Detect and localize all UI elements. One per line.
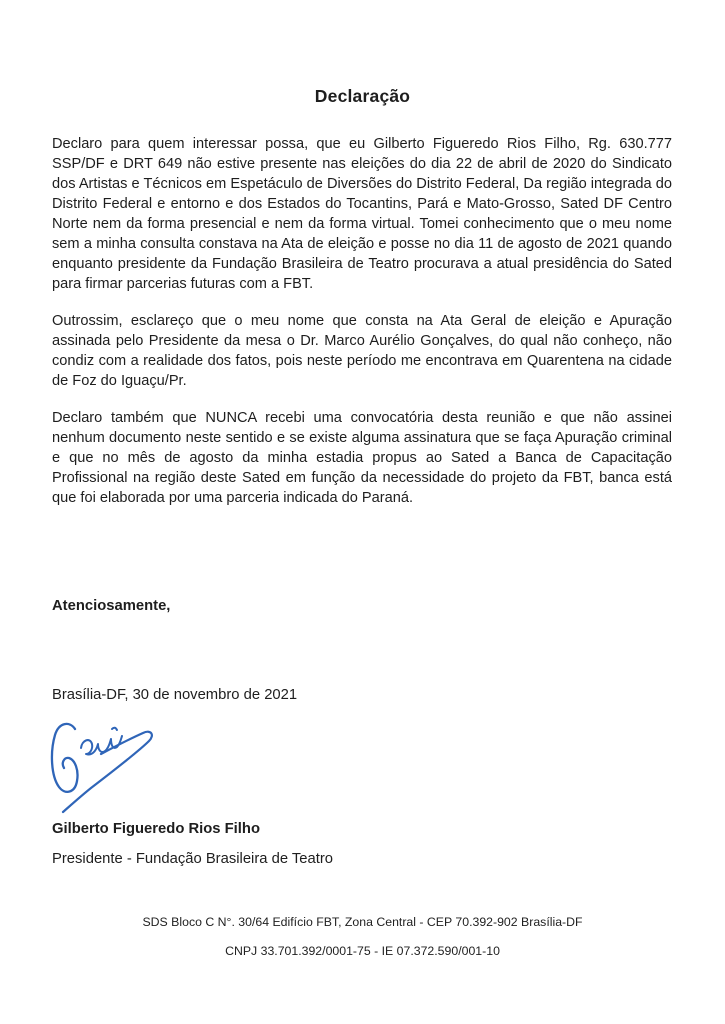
handwritten-signature-icon: [46, 716, 161, 816]
signatory-name: Gilberto Figueredo Rios Filho: [52, 821, 260, 837]
footer-registration: CNPJ 33.701.392/0001-75 - IE 07.372.590/001-10: [225, 944, 500, 958]
place-date-line: Brasília-DF, 30 de novembro de 2021: [52, 687, 298, 703]
signatory-role: Presidente - Fundação Brasileira de Teatro: [52, 851, 334, 867]
body-paragraph-1: Declaro para quem interessar possa, que eu Gilberto Figueredo Rios Filho, Rg. 630.777 SSP/DF e DRT 649 não estive presente nas eleições do dia 22 de abril de 2020 do Sindicato dos Artistas e Técnicos em Espetáculo de Diversões do Distrito Federal, Da região integrada do Distrito Federal e entorno e dos Estados do Tocantins, Pará e Mato-Grosso, Sated DF Centro Norte nem da forma presencial e nem da forma virtual. Tomei conhecimento que o meu nome sem a minha consulta constava na Ata de eleição e posse no dia 11 de agosto de 2021 quando enquanto presidente da Fundação Brasileira de Teatro procurava a atual presidência do Sated para firmar parcerias futuras com a FBT.: [52, 136, 672, 292]
body-paragraph-2: Outrossim, esclareço que o meu nome que consta na Ata Geral de eleição e Apuração assinada pelo Presidente da mesa o Dr. Marco Aurélio Gonçalves, do qual não conheço, não condiz com a realidade dos fatos, pois neste período me encontrava em Quarentena na cidade de Foz do Iguaçu/Pr.: [52, 313, 672, 389]
closing-salutation: Atenciosamente,: [52, 598, 171, 614]
body-paragraph-3: Declaro também que NUNCA recebi uma convocatória desta reunião e que não assinei nenhum documento neste sentido e se existe alguma assinatura que se faça Apuração criminal e que no mês de agosto da minha estadia propus ao Sated a Banca de Capacitação Profissional na região deste Sated em função da necessidade do projeto da FBT, banca está que foi elaborada por uma parceria indicada do Paraná.: [52, 410, 672, 506]
document-title: Declaração: [314, 86, 411, 106]
footer-address: SDS Bloco C N°. 30/64 Edifício FBT, Zona Central - CEP 70.392-902 Brasília-DF: [142, 915, 583, 929]
document-body: [52, 134, 672, 508]
